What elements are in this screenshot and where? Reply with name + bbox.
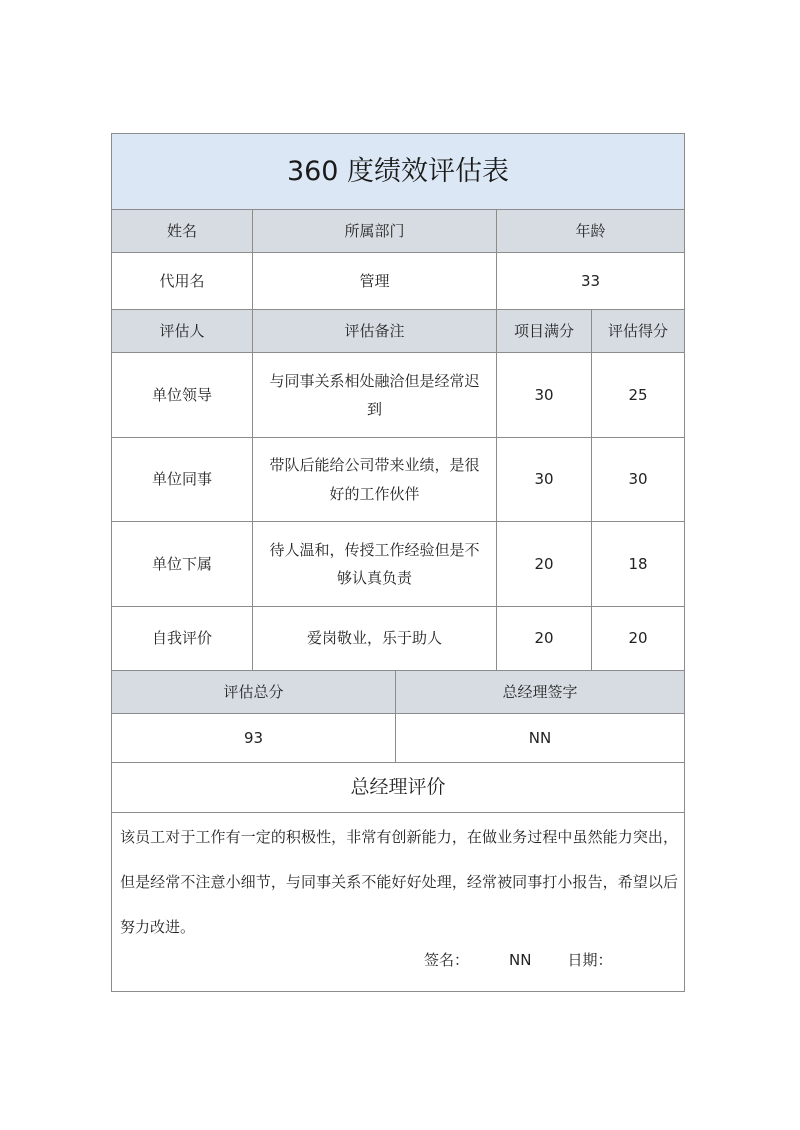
name-value: 代用名: [159, 271, 205, 290]
remark-cell: 爱岗敬业，乐于助人: [306, 629, 442, 648]
full-score-cell: 20: [534, 629, 554, 648]
score-cell: 30: [628, 470, 648, 489]
score-cell: 25: [628, 385, 648, 404]
remark-cell: 与同事关系相处融洽但是经常迟到: [269, 371, 480, 418]
form-title: 360 度绩效评估表: [112, 134, 684, 209]
total-score-value: 93: [243, 728, 264, 747]
name-header: 姓名: [112, 210, 252, 252]
grid-line: [112, 812, 684, 813]
signature-header: 总经理签字: [396, 671, 684, 713]
evaluator-cell: 单位领导: [151, 385, 212, 404]
score-cell: 20: [628, 629, 648, 648]
sign-value: NN: [509, 951, 532, 969]
total-score-header: 评估总分: [112, 671, 395, 713]
grid-line: [591, 310, 592, 670]
grid-line: [252, 210, 253, 670]
evaluator-cell: 单位同事: [151, 470, 212, 489]
grid-line: [112, 521, 684, 522]
grid-line: [112, 606, 684, 607]
comment-heading: 总经理评价: [350, 776, 446, 799]
grid-line: [496, 210, 497, 670]
grid-line: [112, 437, 684, 438]
grid-line: [112, 309, 684, 310]
full-score-cell: 30: [534, 385, 554, 404]
grid-line: [112, 762, 684, 763]
evaluator-cell: 自我评价: [151, 629, 212, 648]
full-score-header: 项目满分: [497, 310, 591, 352]
age-value: 33: [580, 271, 601, 290]
score-cell: 18: [628, 554, 648, 573]
grid-line: [395, 671, 396, 762]
evaluation-form: [111, 133, 685, 992]
grid-line: [112, 713, 684, 714]
department-value: 管理: [359, 271, 390, 290]
full-score-cell: 20: [534, 554, 554, 573]
age-header: 年龄: [497, 210, 684, 252]
remark-header: 评估备注: [253, 310, 496, 352]
sign-label: 签名：: [424, 951, 470, 969]
signature-value: NN: [528, 728, 552, 747]
grid-line: [112, 352, 684, 353]
evaluator-header: 评估人: [112, 310, 252, 352]
grid-line: [112, 670, 684, 671]
remark-cell: 带队后能给公司带来业绩，是很好的工作伙伴: [269, 456, 480, 503]
score-header: 评估得分: [592, 310, 684, 352]
comment-body: 该员工对于工作有一定的积极性，非常有创新能力，在做业务过程中虽然能力突出，但是经常不注意小细节，与同事关系不能好好处理，经常被同事打小报告，希望以后努力改进。: [120, 828, 678, 936]
grid-line: [112, 209, 684, 210]
sign-row: [424, 949, 612, 970]
department-header: 所属部门: [253, 210, 496, 252]
remark-cell: 待人温和，传授工作经验但是不够认真负责: [269, 540, 480, 587]
grid-line: [112, 252, 684, 253]
evaluator-cell: 单位下属: [151, 554, 212, 573]
date-label: 日期：: [567, 951, 613, 969]
full-score-cell: 30: [534, 470, 554, 489]
